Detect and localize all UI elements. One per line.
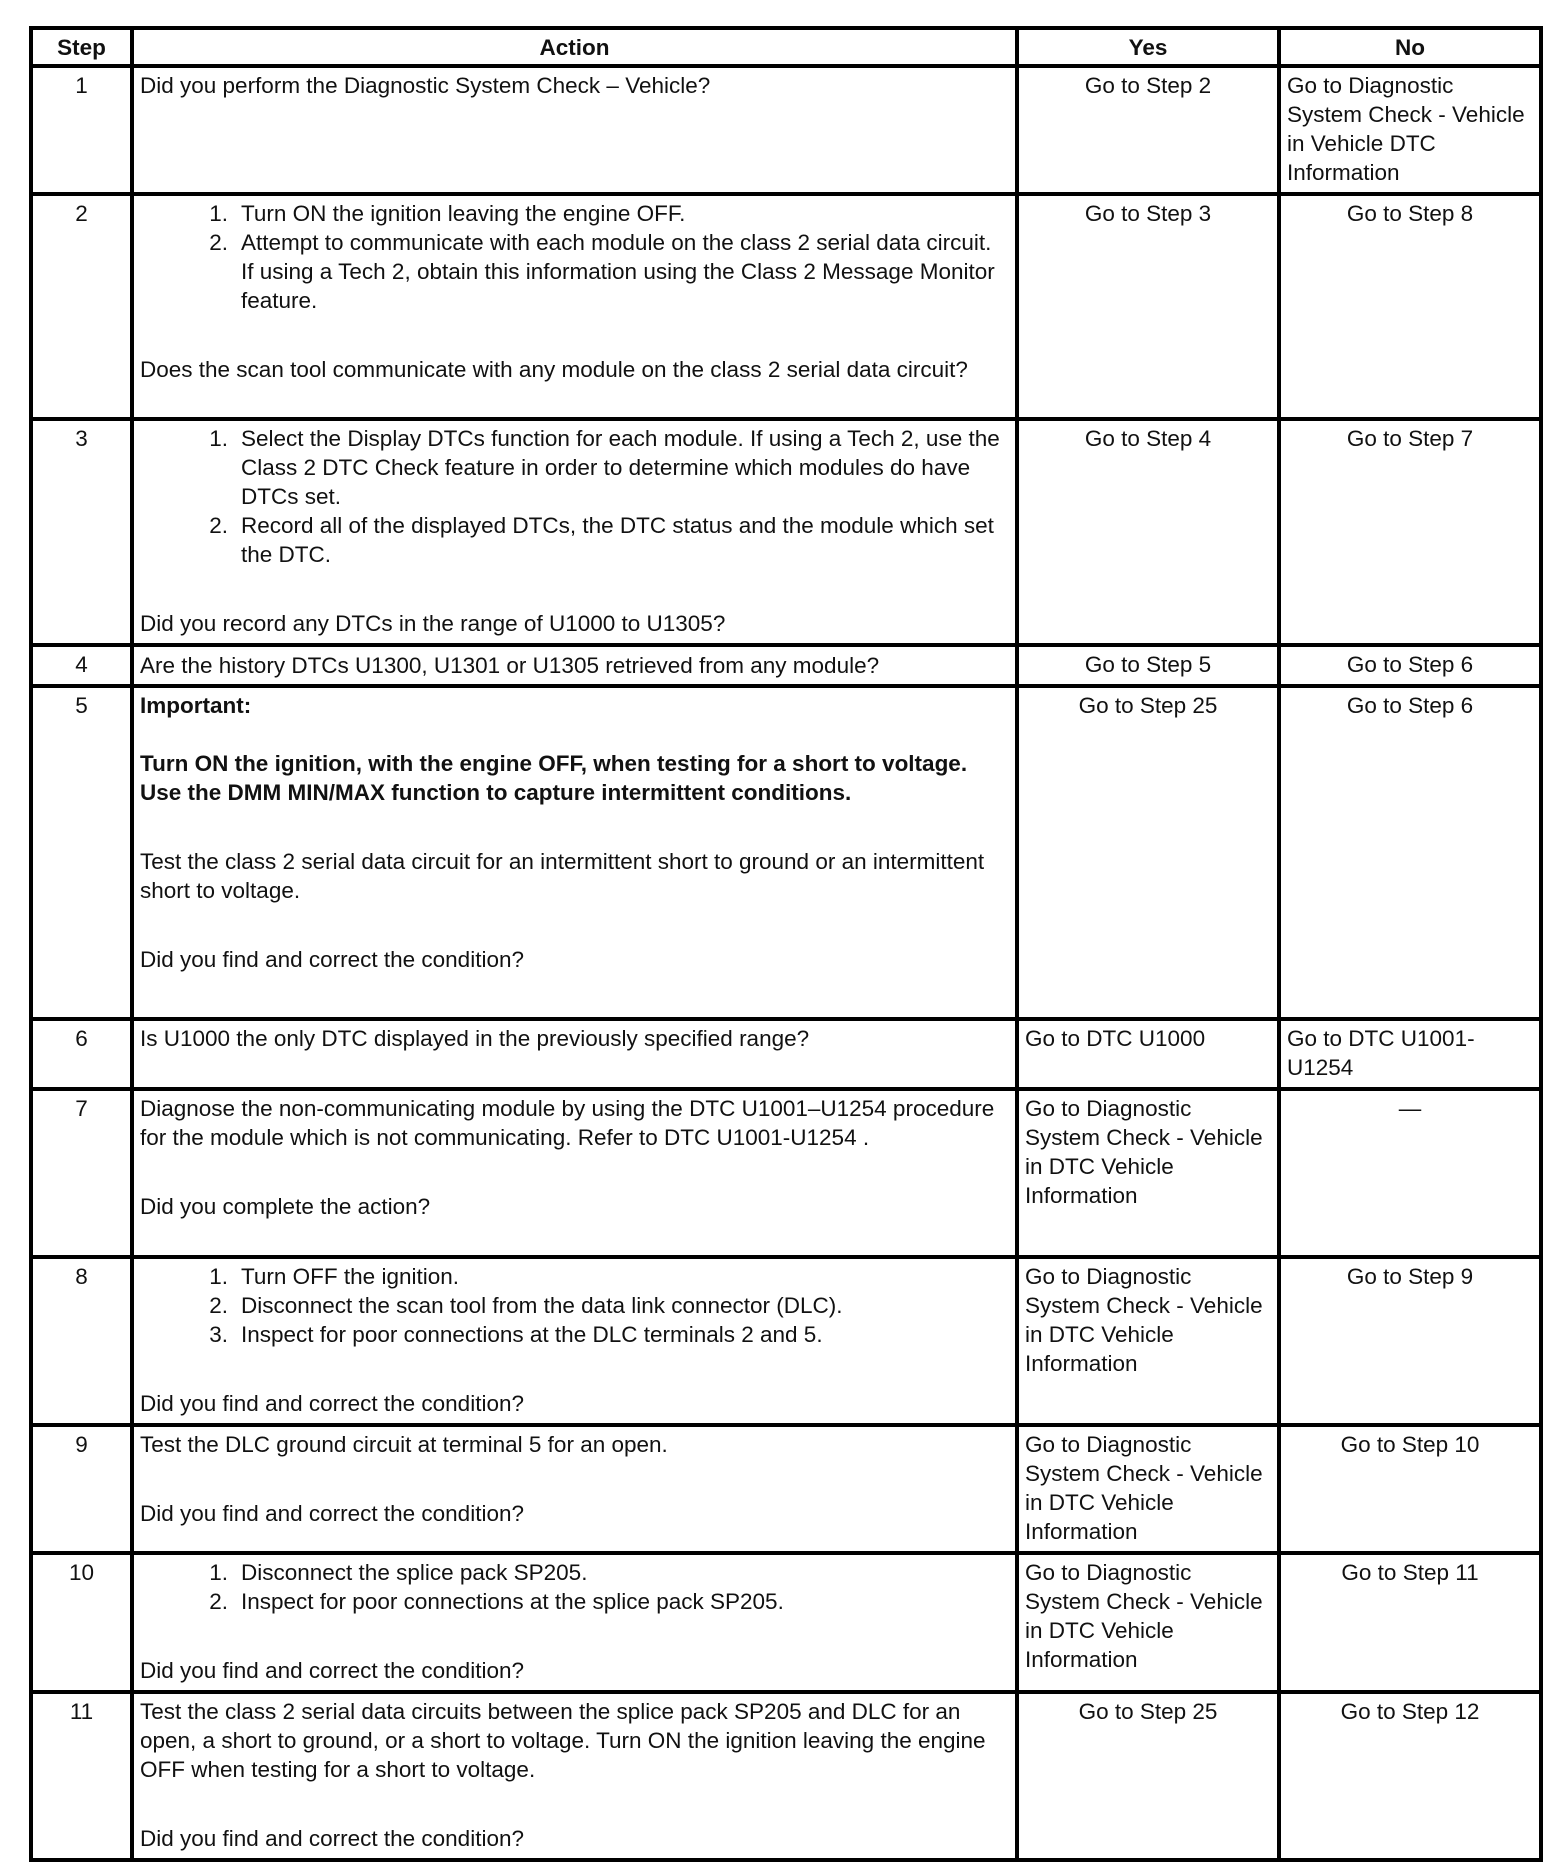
no-cell: Go to Step 6 — [1279, 645, 1541, 686]
table-row — [31, 1257, 1541, 1425]
table-row — [31, 194, 1541, 419]
table-row — [31, 1019, 1541, 1089]
action-question: Did you find and correct the condition? — [140, 947, 524, 972]
action-question: Did you complete the action? — [140, 1194, 431, 1219]
yes-cell: Go to Step 25 — [1017, 1692, 1279, 1860]
table-row — [31, 1425, 1541, 1553]
action-body: Diagnose the non-communicating module by using the DTC U1001–U1254 procedure for the module which is not communicating. Refer to DTC U1001-U1254 . — [140, 1096, 995, 1150]
action-cell — [132, 1692, 1017, 1860]
step-number: 3 — [31, 419, 132, 645]
no-cell: Go to DTC U1001-U1254 — [1279, 1019, 1541, 1089]
action-step: 1. Disconnect the splice pack SP205. — [209, 1560, 588, 1585]
action-step: 2. Record all of the displayed DTCs, the DTC status and the module which set the DTC. — [209, 513, 994, 567]
important-label: Important: — [140, 693, 252, 718]
action-question: Is U1000 the only DTC displayed in the previously specified range? — [140, 1026, 810, 1051]
yes-cell: Go to Diagnostic System Check - Vehicle in DTC Vehicle Information — [1017, 1257, 1279, 1425]
yes-cell: Go to Diagnostic System Check - Vehicle in DTC Vehicle Information — [1017, 1553, 1279, 1692]
yes-cell: Go to Step 3 — [1017, 194, 1279, 419]
action-step: 2. Disconnect the scan tool from the data link connector (DLC). — [209, 1293, 843, 1318]
step-number: 11 — [31, 1692, 132, 1860]
action-cell — [132, 419, 1017, 645]
no-cell: Go to Step 6 — [1279, 686, 1541, 1019]
action-cell — [132, 1425, 1017, 1553]
action-cell — [132, 1553, 1017, 1692]
action-steps — [140, 424, 1009, 569]
action-question: Did you perform the Diagnostic System Check – Vehicle? — [140, 73, 711, 98]
table-row — [31, 1553, 1541, 1692]
step-number: 8 — [31, 1257, 132, 1425]
yes-cell: Go to Step 4 — [1017, 419, 1279, 645]
table-row — [31, 1692, 1541, 1860]
header-yes: Yes — [1017, 28, 1279, 66]
action-step: 3. Inspect for poor connections at the DLC terminals 2 and 5. — [209, 1322, 823, 1347]
action-step: 1. Select the Display DTCs function for each module. If using a Tech 2, use the Class 2 DTC Check feature in order to determine which modules do have DTCs set. — [209, 426, 1000, 509]
header-row — [31, 28, 1541, 66]
action-body: Test the DLC ground circuit at terminal 5 for an open. — [140, 1432, 668, 1457]
action-steps — [140, 1558, 1009, 1616]
yes-cell: Go to Diagnostic System Check - Vehicle in DTC Vehicle Information — [1017, 1425, 1279, 1553]
no-cell: Go to Step 10 — [1279, 1425, 1541, 1553]
action-question: Did you find and correct the condition? — [140, 1658, 524, 1683]
step-number: 5 — [31, 686, 132, 1019]
action-step: 1. Turn ON the ignition leaving the engine OFF. — [209, 201, 686, 226]
action-steps — [140, 199, 1009, 315]
step-number: 6 — [31, 1019, 132, 1089]
action-question: Does the scan tool communicate with any module on the class 2 serial data circuit? — [140, 357, 968, 382]
step-number: 9 — [31, 1425, 132, 1553]
action-cell — [132, 686, 1017, 1019]
action-step: 2. Attempt to communicate with each module on the class 2 serial data circuit. If using a Tech 2, obtain this information using the Class 2 Message Monitor feature. — [209, 230, 995, 313]
action-body: Test the class 2 serial data circuits between the splice pack SP205 and DLC for an open, a short to ground, or a short to voltage. Turn ON the ignition leaving the engine OFF when testing for a short to voltage. — [140, 1699, 986, 1782]
action-cell — [132, 645, 1017, 686]
action-step: 1. Turn OFF the ignition. — [209, 1264, 460, 1289]
header-no: No — [1279, 28, 1541, 66]
yes-cell: Go to Step 2 — [1017, 66, 1279, 194]
yes-cell: Go to Step 25 — [1017, 686, 1279, 1019]
no-cell: Go to Step 9 — [1279, 1257, 1541, 1425]
no-cell: Go to Step 7 — [1279, 419, 1541, 645]
action-cell — [132, 1019, 1017, 1089]
header-step: Step — [31, 28, 132, 66]
no-cell: Go to Step 8 — [1279, 194, 1541, 419]
action-cell — [132, 66, 1017, 194]
action-cell — [132, 1257, 1017, 1425]
step-number: 1 — [31, 66, 132, 194]
action-step: 2. Inspect for poor connections at the splice pack SP205. — [209, 1589, 784, 1614]
step-number: 4 — [31, 645, 132, 686]
step-number: 10 — [31, 1553, 132, 1692]
yes-cell: Go to Step 5 — [1017, 645, 1279, 686]
action-question: Did you find and correct the condition? — [140, 1501, 524, 1526]
yes-cell: Go to Diagnostic System Check - Vehicle in DTC Vehicle Information — [1017, 1089, 1279, 1257]
action-steps — [140, 1262, 1009, 1349]
table-row — [31, 419, 1541, 645]
table-row — [31, 1089, 1541, 1257]
table-row — [31, 66, 1541, 194]
step-number: 2 — [31, 194, 132, 419]
action-question: Did you record any DTCs in the range of U1000 to U1305? — [140, 611, 726, 636]
header-action: Action — [132, 28, 1017, 66]
action-body: Test the class 2 serial data circuit for an intermittent short to ground or an intermittent short to voltage. — [140, 849, 985, 903]
action-cell — [132, 1089, 1017, 1257]
action-question: Did you find and correct the condition? — [140, 1391, 524, 1416]
no-cell: Go to Step 11 — [1279, 1553, 1541, 1692]
important-text: Turn ON the ignition, with the engine OFF, when testing for a short to voltage. Use the DMM MIN/MAX function to capture intermittent conditions. — [140, 751, 968, 805]
no-cell: Go to Diagnostic System Check - Vehicle in Vehicle DTC Information — [1279, 66, 1541, 194]
table-row — [31, 645, 1541, 686]
action-question: Are the history DTCs U1300, U1301 or U1305 retrieved from any module? — [140, 653, 880, 678]
no-cell: — — [1279, 1089, 1541, 1257]
table-row — [31, 686, 1541, 1019]
no-cell: Go to Step 12 — [1279, 1692, 1541, 1860]
action-cell — [132, 194, 1017, 419]
yes-cell: Go to DTC U1000 — [1017, 1019, 1279, 1089]
action-question: Did you find and correct the condition? — [140, 1826, 524, 1851]
step-number: 7 — [31, 1089, 132, 1257]
diagnostic-table — [29, 26, 1543, 1862]
